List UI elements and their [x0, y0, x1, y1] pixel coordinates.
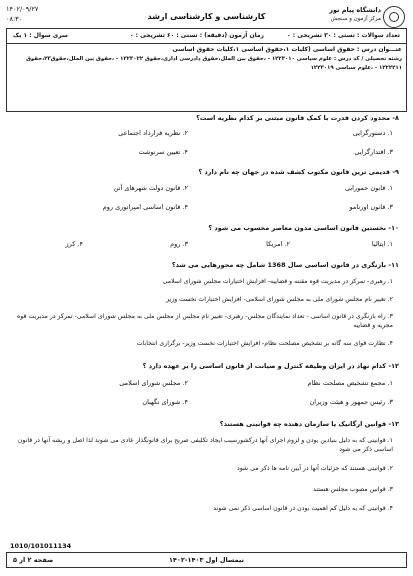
question-series: سری سوال : ۱ یک — [13, 32, 68, 39]
semester: نیمسال اول ۱۴۰۳-۱۴۰۲ — [168, 556, 245, 564]
page-number: صفحه ۲ از ۵ — [13, 556, 54, 564]
q11-option-1[interactable]: ۱. رهبری- تمرکز در مدیریت قوه مقننه و قضاییه- افزایش اختیارات مجلس شورای اسلامی — [162, 278, 393, 285]
question-13: ۱۳- قوانین ارگانیک یا سازمان دهنده چه قوانینی هستند؟ — [219, 420, 399, 428]
question-9: ۹- قدیمی ترین قانون مکتوب کشف شده در جهان چه نام دارد ؟ — [198, 168, 399, 176]
q9-option-1[interactable]: ۱. قانون حمورابی — [344, 184, 393, 192]
question-11: ۱۱- بازنگری در قانون اساسی سال 1368 شامل چه محورهایی می شد؟ — [171, 261, 399, 269]
exam-duration: زمان آزمون (دقیقه) : تستی : ۶۰ تشریحی : ۰ — [129, 32, 264, 39]
q13-option-4[interactable]: ۴. قوانینی که به دلیل کم اهمیت بودن در قانون اساسی ذکر نمی شوند — [213, 505, 393, 512]
course-title: عنـــوان درس : حقوق اساسی (کلیات ۱،حقوق اساسی ۱،کلیات حقوق اساسی — [172, 46, 402, 53]
q10-option-4[interactable]: ۴. کرز — [65, 240, 83, 248]
page-header — [6, 4, 407, 28]
q13-option-1[interactable]: ۱. قوانینی که به دلیل بنیادین بودن و لزوم اجرای آنها درکشورسبب ایجاد تکلیفی صریح برای قانونگذار عادی می شوند لذا اصل و ریشه آنها در قانون اساسی ذکر می شود — [17, 437, 393, 453]
q12-option-1[interactable]: ۱. مجمع تشخیص مصلحت نظام — [307, 379, 393, 387]
exam-info-row — [7, 29, 406, 44]
exam-datetime — [6, 4, 38, 24]
q12-option-4[interactable]: ۴. شورای نگهبان — [142, 398, 188, 406]
course-code: 1010/101011134 — [10, 542, 72, 550]
q8-option-1[interactable]: ۱. دستورگرایی — [352, 129, 393, 137]
question-10: ۱۰- نخستین قانون اساسی مدون معاصر محسوب می شود ؟ — [208, 224, 399, 232]
field-line-2: ۱۲۲۲۲۱۱ - ،علوم سیاسی ۱۲۲۳۰۱۹ — [310, 65, 402, 71]
page-footer — [6, 552, 407, 568]
q8-option-3[interactable]: ۳. اقتدارگرایی — [354, 148, 393, 156]
university-subtitle: مرکز آزمون و سنجش — [330, 16, 381, 22]
q11-option-3[interactable]: ۳. راه بازنگری در قانون اساسی - تعداد نمایندگان مجلس- رهبری- تغییر نام مجلس از مجلس ملی به مجلس شورای اسلامی- تمرکز در مدیریت قوه مجریه و قضاییه — [17, 313, 393, 329]
q8-option-2[interactable]: ۲. نظریه قرارداد اجتماعی — [118, 129, 188, 137]
q10-option-3[interactable]: ۳. روم — [170, 240, 188, 248]
q9-option-3[interactable]: ۳. قانون اورنامو — [349, 203, 393, 211]
q12-option-2[interactable]: ۲. مجلس شورای اسلامی — [119, 379, 188, 387]
q13-option-2[interactable]: ۲. قوانینی هستند که جزئیات آنها در آیین نامه ها ذکر می شود — [236, 465, 393, 472]
q11-option-4[interactable]: ۴. نظارت قوای سه گانه بر تشخیص مصلحت نظام- افزایش اختیارات نخست وزیر- برگزاری انتخابات — [136, 340, 393, 347]
q9-option-2[interactable]: ۲. قانون دولت شهرهای آتن — [113, 184, 188, 192]
field-line-1: رشته تحصیلی / کد درس : علوم سیاسی ۱۲۲۳۰۱۰ - ،حقوق بین الملل،حقوق دادرسی اداری،حقوق ۱۲۲۳۰۲۲ - ،حقوق بین الملل،حقوق۲۳،حقوق — [26, 56, 402, 62]
field-of-study — [11, 55, 402, 73]
exam-info-box — [6, 28, 407, 112]
q12-option-3[interactable]: ۳. رئیس جمهور و هیئت وزیران — [309, 398, 393, 406]
question-12: ۱۲- کدام نهاد در ایران وظیفه کنترل و صیانت از قانون اساسی را بر عهده دارد ؟ — [142, 362, 399, 370]
exam-date: ۱۴۰۲/۰۹/۲۷ — [6, 5, 39, 13]
exam-title: کارشناسی و کارشناسی ارشد — [147, 12, 266, 21]
q10-option-1[interactable]: ۱. ایتالیا — [371, 240, 393, 248]
q11-option-2[interactable]: ۲. تغییر نام مجلس شورای ملی به مجلس شورای اسلامی- افزایش اختیارات نخست وزیر — [166, 296, 393, 303]
q10-option-2[interactable]: ۲. امریکا — [266, 240, 290, 248]
q8-option-4[interactable]: ۴. تعیین سرنوشت — [138, 148, 188, 156]
q13-option-3[interactable]: ۳. قوانین مصوب مجلس هستند — [312, 486, 393, 493]
q9-option-4[interactable]: ۴. قانون اساسی امپراتوری روم — [102, 203, 188, 211]
question-count: تعداد سوالات : تستی : ۳۰ تشریحی : ۰ — [287, 32, 400, 39]
university-name: دانشگاه پیام نور — [329, 6, 381, 14]
exam-time: ۰۸:۳۰ — [6, 15, 23, 23]
question-8: ۸- محدود کردن قدرت با کمک قانون مبتنی بر کدام نظریه است؟ — [196, 114, 399, 122]
